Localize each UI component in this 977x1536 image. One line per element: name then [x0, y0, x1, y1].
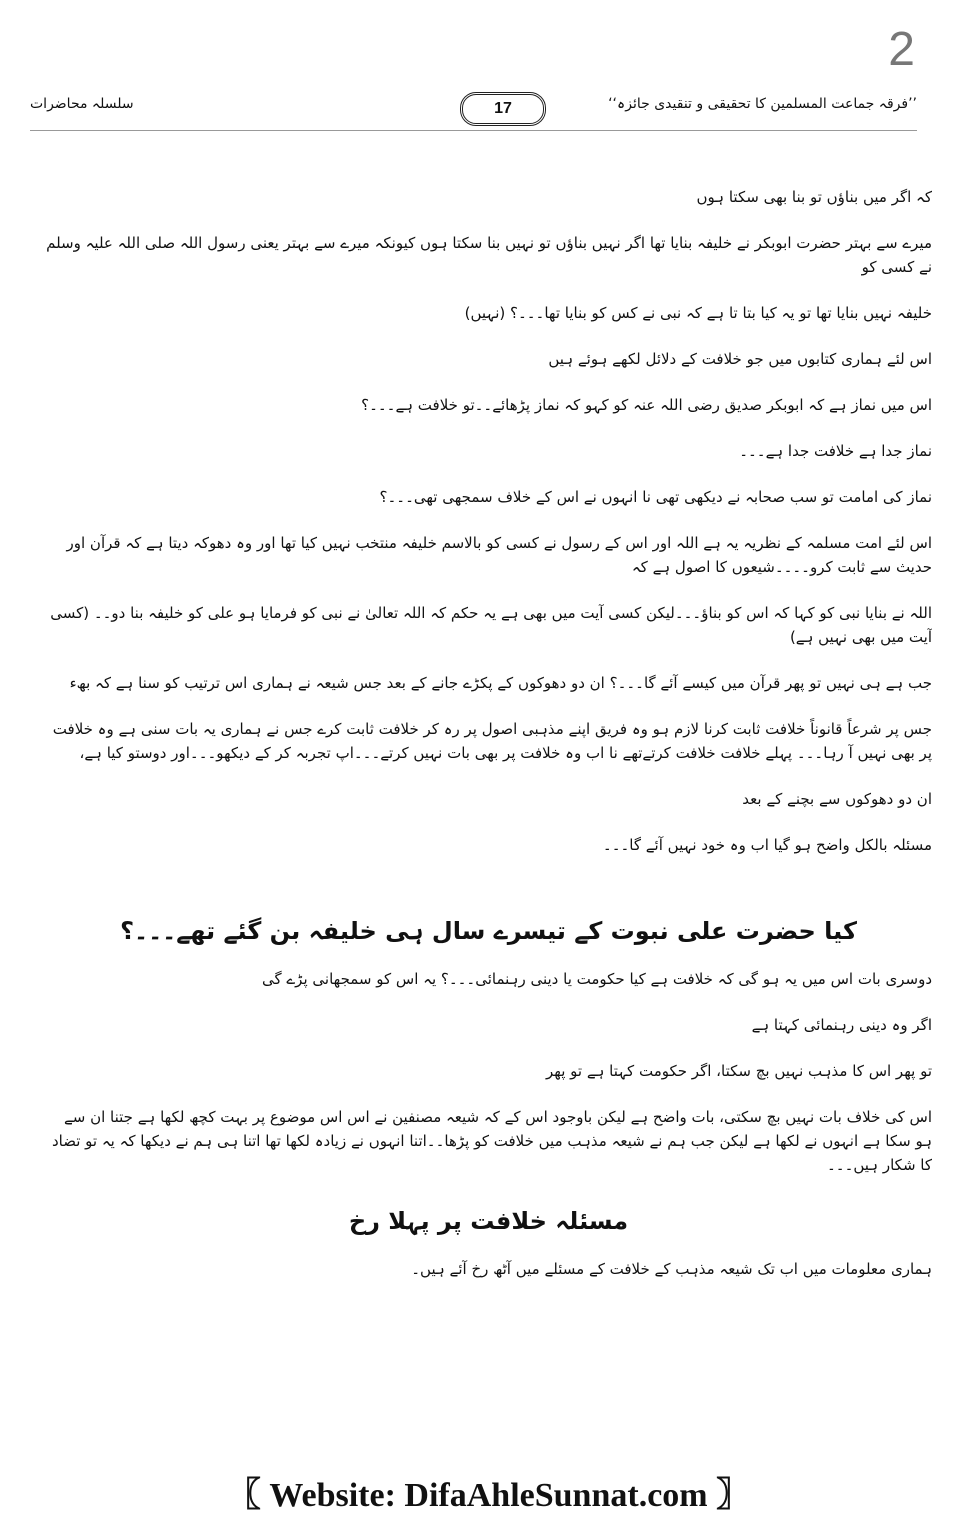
text-line: تو پھر اس کا مذہب نہیں بچ سکتا، اگر حکومت کہتا ہے تو پھر: [546, 1062, 932, 1080]
page-body: [45, 185, 932, 1303]
series-title: سلسلہ محاضرات: [30, 96, 134, 112]
page-header: [30, 90, 917, 131]
text-line: اس کی خلاف بات نہیں بچ سکتی، بات واضح ہے لیکن باوجود اس کے کہ شیعہ مصنفین نے اس اس موضوع پر بہت کچھ لکھا ہے جتنا ان سے ہو سکا ہے انہوں نے لکھا ہے لیکن جب ہم نے شیعہ مذہب میں خلافت کو پڑھا۔۔اتنا انہوں نے زیادہ لکھا تھا اتنا ہی ہم نے دیکھا کہ یہ تو تضاد کا شکار ہیں۔۔۔: [51, 1108, 932, 1174]
website-footer: 〖 Website: DifaAhleSunnat.com 〗: [226, 1477, 751, 1514]
text-line: اس لئے ہماری کتابوں میں جو خلافت کے دلائل لکھے ہوئے ہیں: [548, 350, 932, 368]
text-line: جس پر شرعاً قانوناً خلافت ثابت کرنا لازم ہو وہ فریق اپنے مذہبی اصول پر رہ کر خلافت ثابت کرے جس نے ہماری یہ بات سنی ہے وہ خلافت پر بھی نہیں آ رہا۔۔۔ پہلے خلافت خلافت کرتےتھے نا اب وہ خلافت پر بھی بات نہیں کرتے۔۔۔اپ تجربہ کر کے دیکھو۔۔۔اور دوستو کیا ہے،: [52, 720, 932, 762]
text-line: میرے سے بہتر حضرت ابوبکر نے خلیفہ بنایا تھا اگر نہیں بناؤں تو نہیں بنا سکتا ہوں کیونکہ میرے سے بہتر یعنی رسول اللہ صلی اللہ علیہ وسلم نے کسی کو: [46, 234, 932, 276]
text-line: اگر وہ دینی رہنمائی کہتا ہے: [751, 1016, 932, 1034]
page-corner-number: 2: [888, 23, 915, 76]
page-number-badge: 17: [460, 92, 546, 126]
section-heading: کیا حضرت علی نبوت کے تیسرے سال ہی خلیفہ بن گئے تھے۔۔۔؟: [120, 917, 857, 945]
text-line: ہماری معلومات میں اب تک شیعہ مذہب کے خلافت کے مسئلے میں آٹھ رخ آئے ہیں۔: [411, 1260, 932, 1278]
text-line: مسئلہ بالکل واضح ہو گیا اب وہ خود نہیں آئے گا۔۔۔: [602, 836, 932, 854]
text-line: دوسری بات اس میں یہ ہو گی کہ خلافت ہے کیا حکومت یا دینی رہنمائی۔۔۔؟ یہ اس کو سمجھانی پڑے گی: [261, 970, 932, 988]
section-heading: مسئلہ خلافت پر پہلا رخ: [348, 1207, 629, 1235]
text-line: نماز کی امامت تو سب صحابہ نے دیکھی تھی نا انہوں نے اس کے خلاف سمجھی تھی۔۔۔؟: [379, 488, 932, 506]
text-line: نماز جدا ہے خلافت جدا ہے۔۔۔: [739, 442, 932, 460]
text-line: اس لئے امت مسلمہ کے نظریہ یہ ہے اللہ اور اس کے رسول نے کسی کو بالاسم خلیفہ منتخب نہیں کیا تھا اور وہ دھوکہ دیتا ہے کہ قرآن اور حدیث سے ثابت کرو۔۔۔۔شیعوں کا اصول ہے کہ: [66, 534, 932, 576]
text-line: کہ اگر میں بناؤں تو بنا بھی سکتا ہوں: [696, 188, 932, 206]
text-line: خلیفہ نہیں بنایا تھا تو یہ کیا بتا تا ہے کہ نبی نے کس کو بنایا تھا۔۔۔؟ (نہیں): [464, 304, 932, 322]
book-title: ’’فرقہ جماعت المسلمین کا تحقیقی و تنقیدی جائزہ‘‘: [608, 96, 917, 112]
text-line: اللہ نے بنایا نبی کو کہا کہ اس کو بناؤ۔۔۔لیکن کسی آیت میں بھی ہے یہ حکم کہ اللہ تعالیٰ نے نبی کو فرمایا ہو علی کو خلیفہ بنا دو۔۔ (کسی آیت میں بھی نہیں ہے): [50, 604, 932, 646]
text-line: جب ہے ہی نہیں تو پھر قرآن میں کیسے آئے گا۔۔۔؟ ان دو دھوکوں کے پکڑے جانے کے بعد جس شیعہ نے ہماری اس ترتیب کو سنا ہے کہ بھء: [69, 674, 932, 692]
text-line: اس میں نماز ہے کہ ابوبکر صدیق رضی اللہ عنہ کو کہو کہ نماز پڑھائے۔۔تو خلافت ہے۔۔۔؟: [361, 396, 932, 414]
text-line: ان دو دھوکوں سے بچنے کے بعد: [742, 790, 932, 808]
